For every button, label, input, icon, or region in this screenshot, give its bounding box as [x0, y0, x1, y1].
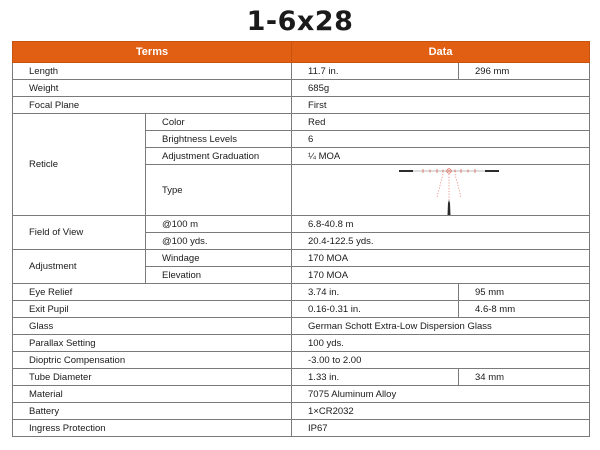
label-reticle: Reticle [13, 114, 146, 216]
header-row [13, 42, 590, 63]
value-weight: 685g [292, 80, 590, 97]
header-terms: Terms [13, 42, 292, 63]
value-reticle-color: Red [292, 114, 590, 131]
value-glass: German Schott Extra-Low Dispersion Glass [292, 318, 590, 335]
label-tube: Tube Diameter [13, 369, 292, 386]
row-material [13, 386, 590, 403]
value-adjustment-graduation: ¼ MOA [292, 148, 590, 165]
value-windage: 170 MOA [292, 250, 590, 267]
label-length: Length [13, 63, 292, 80]
label-focal-plane: Focal Plane [13, 97, 292, 114]
row-ingress [13, 420, 590, 437]
value-dioptric: -3.00 to 2.00 [292, 352, 590, 369]
row-exit-pupil [13, 301, 590, 318]
row-focal-plane [13, 97, 590, 114]
row-glass [13, 318, 590, 335]
label-glass: Glass [13, 318, 292, 335]
row-fov-m [13, 216, 590, 233]
label-weight: Weight [13, 80, 292, 97]
label-eye-relief: Eye Relief [13, 284, 292, 301]
value-exit-pupil-mm: 4.6-8 mm [459, 301, 590, 318]
reticle-diagram [292, 165, 590, 216]
header-data: Data [292, 42, 590, 63]
row-windage [13, 250, 590, 267]
value-brightness: 6 [292, 131, 590, 148]
label-adjustment-graduation: Adjustment Graduation [146, 148, 292, 165]
reticle-icon [397, 165, 501, 215]
label-exit-pupil: Exit Pupil [13, 301, 292, 318]
value-focal-plane: First [292, 97, 590, 114]
value-elevation: 170 MOA [292, 267, 590, 284]
row-reticle-color [13, 114, 590, 131]
row-dioptric [13, 352, 590, 369]
label-battery: Battery [13, 403, 292, 420]
row-length [13, 63, 590, 80]
value-exit-pupil-in: 0.16-0.31 in. [292, 301, 459, 318]
label-reticle-type: Type [146, 165, 292, 216]
value-eye-relief-in: 3.74 in. [292, 284, 459, 301]
value-tube-mm: 34 mm [459, 369, 590, 386]
row-battery [13, 403, 590, 420]
spec-table [12, 41, 590, 437]
row-tube [13, 369, 590, 386]
value-material: 7075 Aluminum Alloy [292, 386, 590, 403]
label-windage: Windage [146, 250, 292, 267]
row-eye-relief [13, 284, 590, 301]
label-ingress: Ingress Protection [13, 420, 292, 437]
label-material: Material [13, 386, 292, 403]
label-fov-m: @100 m [146, 216, 292, 233]
label-reticle-color: Color [146, 114, 292, 131]
page-title: 1-6x28 [246, 6, 354, 37]
value-fov-m: 6.8-40.8 m [292, 216, 590, 233]
label-adjustment: Adjustment [13, 250, 146, 284]
value-battery: 1×CR2032 [292, 403, 590, 420]
label-parallax: Parallax Setting [13, 335, 292, 352]
label-fov-yds: @100 yds. [146, 233, 292, 250]
value-parallax: 100 yds. [292, 335, 590, 352]
value-eye-relief-mm: 95 mm [459, 284, 590, 301]
value-length-in: 11.7 in. [292, 63, 459, 80]
value-tube-in: 1.33 in. [292, 369, 459, 386]
value-fov-yds: 20.4-122.5 yds. [292, 233, 590, 250]
label-fov: Field of View [13, 216, 146, 250]
row-parallax [13, 335, 590, 352]
label-dioptric: Dioptric Compensation [13, 352, 292, 369]
row-weight [13, 80, 590, 97]
value-length-mm: 296 mm [459, 63, 590, 80]
label-brightness: Brightness Levels [146, 131, 292, 148]
value-ingress: IP67 [292, 420, 590, 437]
label-elevation: Elevation [146, 267, 292, 284]
